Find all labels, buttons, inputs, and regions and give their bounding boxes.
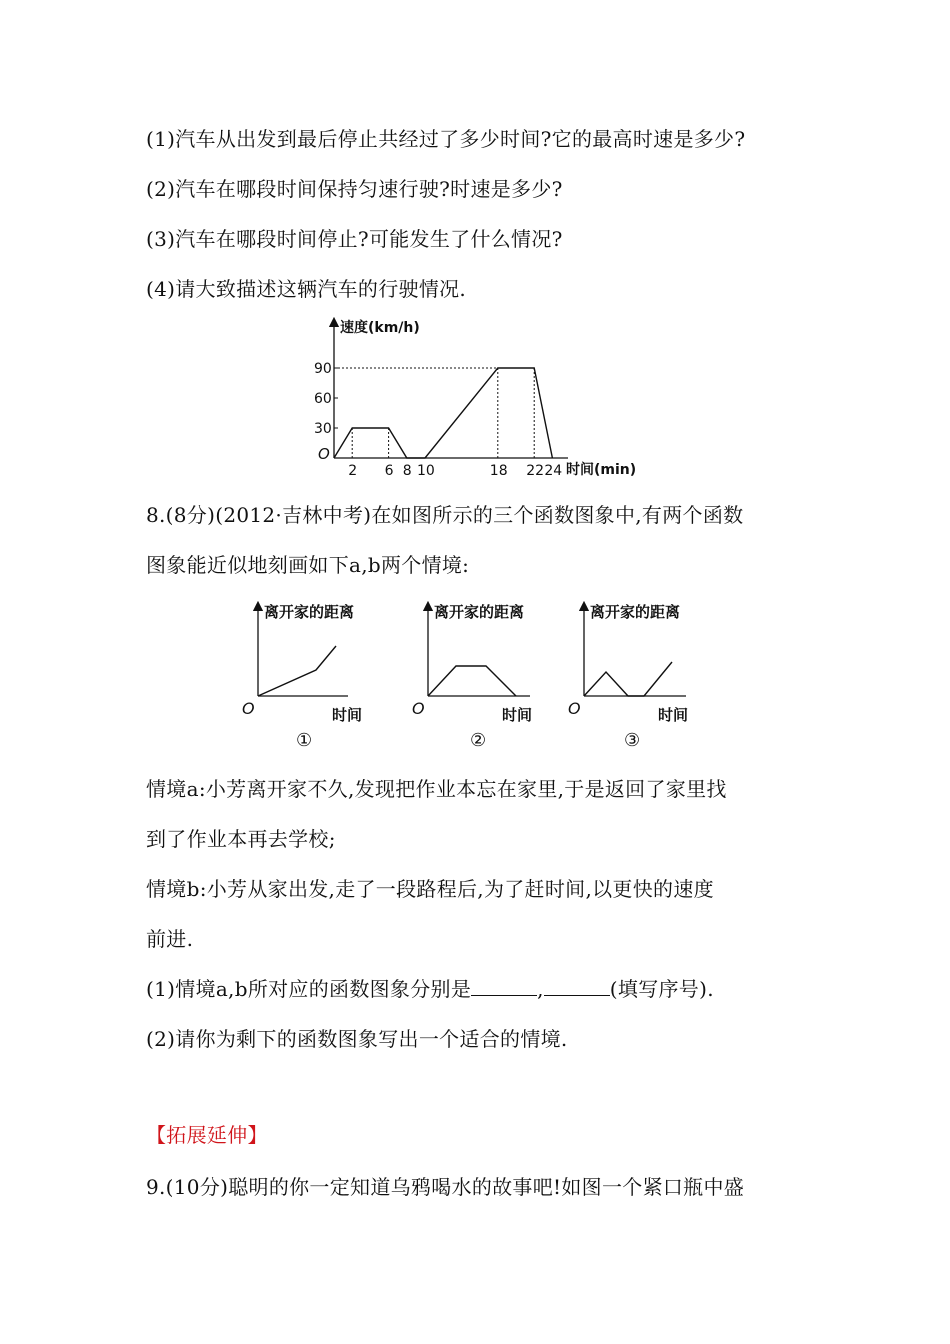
speed-x-tick-6: 6 — [384, 463, 394, 479]
q8-intro-1: 8.(8分)(2012·吉林中考)在如图所示的三个函数图象中,有两个函数 — [146, 503, 744, 527]
graph-3 — [562, 596, 712, 756]
q8-intro-2: 图象能近似地刻画如下a,b两个情境: — [146, 553, 470, 577]
graph-1-y-label: 离开家的距离 — [264, 603, 355, 621]
graph-1-x-label: 时间 — [332, 706, 363, 724]
q8-part1-sep: , — [537, 977, 544, 1001]
q7-part3: (3)汽车在哪段时间停止?可能发生了什么情况? — [146, 227, 563, 251]
q7-part1: (1)汽车从出发到最后停止共经过了多少时间?它的最高时速是多少? — [146, 127, 746, 151]
answer-blank-a[interactable] — [471, 977, 537, 996]
graph-2-line — [428, 666, 516, 696]
graph-1 — [236, 596, 386, 756]
speed-x-tick-22: 22 — [526, 463, 545, 479]
speed-x-tick-8: 8 — [402, 463, 412, 479]
speed-x-label: 时间(min) — [566, 462, 637, 478]
extension-heading: 【拓展延伸】 — [146, 1123, 268, 1147]
graph-3-line — [584, 662, 672, 696]
graph-2-origin: O — [412, 699, 425, 718]
speed-series-line — [334, 368, 552, 458]
situation-b-2: 前进. — [146, 927, 194, 951]
q8-part1-suffix: (填写序号). — [609, 977, 714, 1001]
q7-part4: (4)请大致描述这辆汽车的行驶情况. — [146, 277, 467, 301]
graph-1-origin: O — [242, 699, 255, 718]
graph-1-line — [258, 646, 336, 696]
speed-time-chart — [300, 312, 690, 482]
graph-2-x-label: 时间 — [502, 706, 533, 724]
graph-2 — [406, 596, 556, 756]
speed-x-tick-18: 18 — [489, 463, 508, 479]
q8-part1-text: (1)情境a,b所对应的函数图象分别是 — [146, 977, 472, 1001]
q7-part2: (2)汽车在哪段时间保持匀速行驶?时速是多少? — [146, 177, 563, 201]
situation-a-2: 到了作业本再去学校; — [146, 827, 336, 851]
graph-2-y-label: 离开家的距离 — [434, 603, 525, 621]
speed-y-tick-60: 60 — [314, 391, 332, 407]
situation-a-1: 情境a:小芳离开家不久,发现把作业本忘在家里,于是返回了家里找 — [146, 777, 727, 801]
graph-1-number: ① — [296, 730, 313, 751]
speed-y-tick-90: 90 — [314, 361, 332, 377]
graph-2-number: ② — [470, 730, 487, 751]
q9-intro: 9.(10分)聪明的你一定知道乌鸦喝水的故事吧!如图一个紧口瓶中盛 — [146, 1175, 745, 1199]
speed-y-label: 速度(km/h) — [340, 320, 420, 336]
speed-y-tick-30: 30 — [314, 421, 332, 437]
graph-3-number: ③ — [624, 730, 641, 751]
answer-blank-b[interactable] — [544, 977, 610, 996]
graph-3-x-label: 时间 — [658, 706, 689, 724]
speed-x-tick-2: 2 — [348, 463, 358, 479]
speed-x-tick-24: 24 — [544, 463, 563, 479]
q8-part2: (2)请你为剩下的函数图象写出一个适合的情境. — [146, 1027, 568, 1051]
speed-x-tick-10: 10 — [417, 463, 435, 479]
graph-3-y-label: 离开家的距离 — [590, 603, 681, 621]
situation-b-1: 情境b:小芳从家出发,走了一段路程后,为了赶时间,以更快的速度 — [146, 877, 714, 901]
q8-part1 — [146, 974, 714, 1004]
graph-3-origin: O — [568, 699, 581, 718]
speed-origin: O — [318, 445, 330, 463]
